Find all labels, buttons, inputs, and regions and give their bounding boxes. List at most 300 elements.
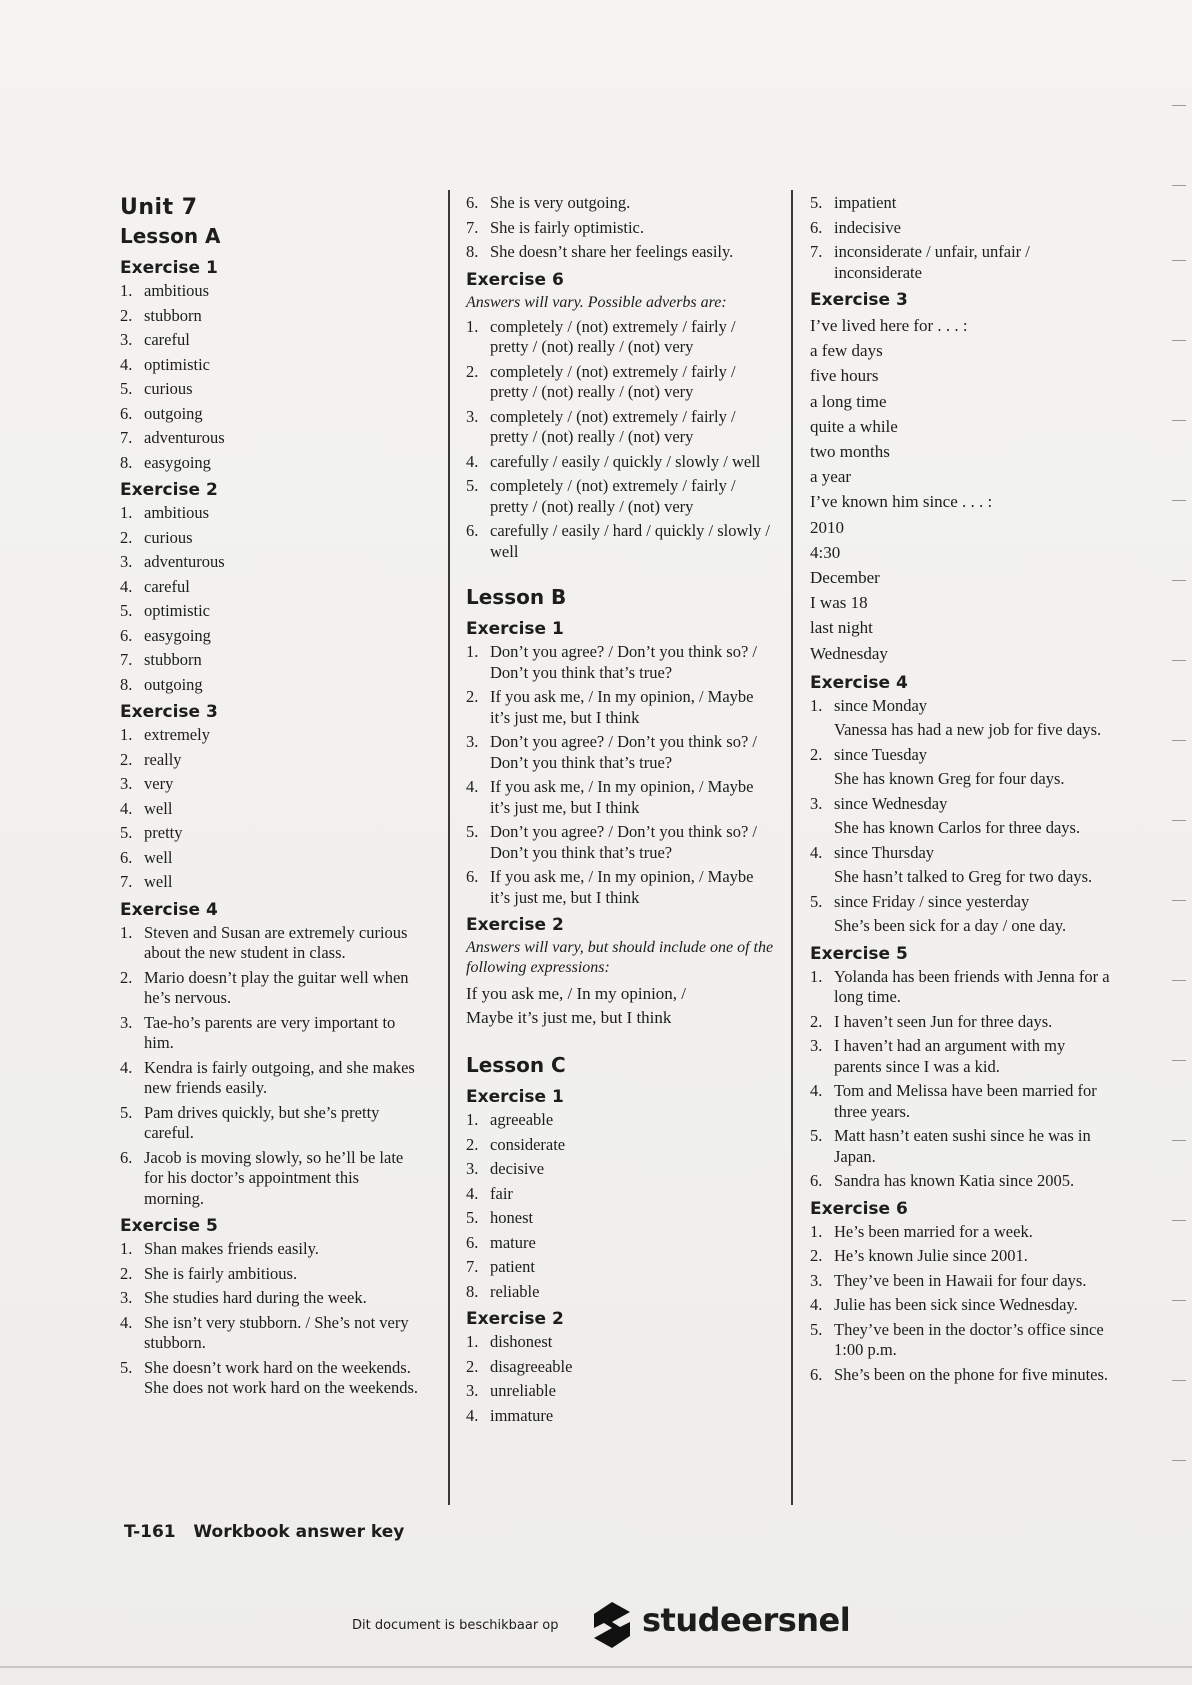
item-text: ambitious (144, 281, 210, 300)
answer-item (466, 1233, 776, 1254)
answer-item (810, 1126, 1115, 1167)
item-text: He’s known Julie since 2001. (834, 1246, 1028, 1266)
answer-item (466, 687, 776, 728)
item-text: completely / (not) extremely / fairly / pretty / (not) really / (not) very (490, 406, 736, 446)
answer-item (466, 452, 776, 473)
item-number: 2. (466, 361, 479, 381)
column-divider-1 (448, 190, 450, 1505)
answer-list-continued (810, 193, 1115, 283)
answer-text: Maybe it’s just me, but I think (466, 1008, 672, 1027)
item-text: decisive (490, 1159, 545, 1178)
answer-list (466, 317, 776, 563)
item-number: 6. (120, 1147, 133, 1167)
answer-item (810, 794, 1115, 815)
item-number: 4. (466, 1405, 479, 1425)
answer-item (120, 1358, 420, 1399)
item-text: Yolanda has been friends with Jenna for a long time. (834, 966, 1110, 1007)
item-text: Pam drives quickly, but she’s pretty careful. (144, 1102, 380, 1142)
item-number: 6. (810, 1171, 823, 1191)
answer-item (466, 1184, 776, 1205)
item-text: optimistic (144, 354, 210, 374)
answer-item (810, 1036, 1115, 1077)
item-text: completely / (not) extremely / fairly / pretty / (not) really / (not) very (490, 361, 736, 401)
item-text: Don’t you agree? / Don’t you think so? / Don’t you think that’s true? (490, 822, 758, 862)
item-text: dishonest (490, 1332, 553, 1351)
answer-item (120, 799, 420, 820)
item-text: completely / (not) extremely / fairly / pretty / (not) really / (not) very (490, 316, 736, 356)
item-text: They’ve been in Hawaii for four days. (834, 1270, 1087, 1290)
item-number: 5. (810, 1126, 823, 1146)
item-text: considerate (490, 1134, 566, 1154)
item-text: disagreeable (490, 1356, 573, 1376)
item-text: adventurous (144, 552, 225, 571)
item-number: 4. (810, 842, 823, 862)
item-number: 7. (466, 217, 479, 237)
item-number: 6. (466, 867, 479, 886)
item-text: since Friday / since yesterday (834, 891, 1030, 911)
item-text: outgoing (144, 674, 203, 694)
answer-line: a year (810, 467, 852, 487)
item-text: Shan makes friends easily. (144, 1239, 319, 1258)
item-text: If you ask me, / In my opinion, / Maybe it’s just me, but I think (490, 687, 754, 727)
item-text: inconsiderate / unfair, unfair / inconsiderate (834, 242, 1030, 282)
page-footer-label: T-161 Workbook answer key (124, 1522, 405, 1542)
answer-item (120, 306, 420, 327)
item-number: 7. (466, 1257, 479, 1276)
item-text: She is fairly optimistic. (490, 217, 644, 237)
answer-line: December (810, 568, 880, 588)
answer-item (810, 967, 1115, 1008)
answer-item (466, 362, 776, 403)
item-sentence: She hasn’t talked to Greg for two days. (834, 867, 1093, 887)
item-number: 4. (810, 1295, 823, 1315)
answer-item (466, 867, 776, 908)
exercise-heading: Exercise 4 (810, 672, 908, 693)
item-number: 5. (120, 379, 133, 398)
item-number: 6. (466, 193, 479, 212)
studeersnel-logo-icon[interactable] (590, 1600, 634, 1650)
answer-item (810, 1012, 1115, 1033)
answer-item (120, 528, 420, 549)
item-text: She’s been on the phone for five minutes. (834, 1364, 1109, 1384)
item-number: 4. (810, 1081, 823, 1101)
item-text: very (144, 774, 174, 793)
item-number: 4. (466, 777, 479, 796)
item-number: 2. (120, 749, 133, 769)
item-text: Don’t you agree? / Don’t you think so? / Don’t you think that’s true? (490, 732, 758, 772)
exercise-heading: Exercise 5 (120, 1216, 218, 1236)
item-number: 4. (120, 1057, 133, 1077)
item-text: pretty (144, 823, 183, 842)
answer-item (810, 1171, 1115, 1192)
item-text: Tae-ho’s parents are very important to him. (144, 1012, 396, 1052)
item-number: 8. (120, 452, 133, 472)
answer-item (466, 1406, 776, 1427)
answer-item (466, 777, 776, 818)
exercise-heading: Exercise 4 (120, 899, 218, 920)
answer-item (120, 577, 420, 598)
answer-line: last night (810, 618, 873, 638)
item-text: well (144, 847, 173, 867)
item-text: carefully / easily / hard / quickly / slowly / well (490, 521, 770, 561)
answer-item (120, 1013, 420, 1054)
answer-item (120, 626, 420, 647)
exercise-instructions: Answers will vary. Possible adverbs are: (466, 293, 727, 311)
answer-item (466, 1257, 776, 1278)
answer-line: I’ve lived here for . . . : (810, 316, 968, 335)
answer-item (120, 650, 420, 671)
item-sentence: She’s been sick for a day / one day. (834, 916, 1067, 936)
item-number: 1. (810, 1221, 823, 1241)
answer-item (120, 503, 420, 524)
item-number: 2. (120, 305, 133, 325)
answer-item (466, 1159, 776, 1180)
item-number: 7. (120, 650, 133, 669)
answer-item (810, 242, 1115, 283)
item-number: 2. (810, 744, 823, 764)
answer-item (810, 892, 1115, 913)
item-number: 2. (466, 1134, 479, 1154)
item-text: If you ask me, / In my opinion, / Maybe it’s just me, but I think (490, 777, 754, 817)
item-number: 5. (466, 476, 479, 495)
item-number: 1. (120, 1239, 133, 1258)
answer-line: 4:30 (810, 542, 841, 562)
item-text: She doesn’t work hard on the weekends. She does not work hard on the weekends. (144, 1357, 419, 1397)
item-text: Kendra is fairly outgoing, and she makes new friends easily. (144, 1057, 415, 1097)
item-number: 1. (466, 1332, 479, 1351)
answer-item (810, 1320, 1115, 1361)
item-text: immature (490, 1405, 554, 1425)
item-number: 7. (120, 428, 133, 447)
item-number: 1. (120, 725, 133, 744)
answer-item (810, 1295, 1115, 1316)
answer-item (120, 872, 420, 893)
item-number: 1. (466, 1110, 479, 1129)
answer-item (120, 453, 420, 474)
answer-list (810, 696, 1115, 937)
answer-item (120, 428, 420, 449)
answer-list (120, 503, 420, 695)
column-2 (466, 193, 776, 1430)
item-text: adventurous (144, 428, 225, 447)
item-number: 4. (466, 451, 479, 471)
item-number: 2. (466, 687, 479, 706)
answer-item (810, 1222, 1115, 1243)
item-text: really (144, 749, 182, 769)
item-text: easygoing (144, 452, 211, 472)
item-number: 2. (810, 1246, 823, 1266)
answer-item (466, 1135, 776, 1156)
lesson-c-heading: Lesson C (466, 1053, 566, 1077)
answer-line: quite a while (810, 416, 898, 436)
item-text: I haven’t seen Jun for three days. (834, 1011, 1053, 1031)
answer-line: two months (810, 442, 890, 462)
answer-item (466, 1332, 776, 1353)
item-text: since Tuesday (834, 744, 928, 764)
answer-item (466, 521, 776, 562)
answer-item (810, 193, 1115, 214)
answer-item (810, 1365, 1115, 1386)
answer-item (120, 675, 420, 696)
item-text: careful (144, 330, 190, 349)
item-text: completely / (not) extremely / fairly / pretty / (not) really / (not) very (490, 476, 736, 516)
item-number: 3. (466, 732, 479, 751)
answer-item (120, 1148, 420, 1210)
item-number: 3. (810, 1036, 823, 1056)
item-text: She is very outgoing. (490, 193, 631, 212)
answer-item (120, 725, 420, 746)
answer-list (120, 725, 420, 893)
item-number: 5. (810, 891, 823, 911)
answer-list (120, 1239, 420, 1399)
answer-item (120, 1103, 420, 1144)
item-text: Steven and Susan are extremely curious about the new student in class. (144, 922, 408, 962)
item-number: 5. (810, 193, 823, 212)
answer-item (120, 1288, 420, 1309)
item-text: since Wednesday (834, 793, 948, 813)
item-text: indecisive (834, 217, 901, 237)
answer-item (120, 1239, 420, 1260)
item-text: ambitious (144, 503, 210, 522)
item-text: Don’t you agree? / Don’t you think so? / Don’t you think that’s true? (490, 642, 758, 682)
item-text: stubborn (144, 650, 202, 669)
item-sentence: Vanessa has had a new job for five days. (834, 720, 1102, 740)
brand-bar (0, 1595, 1192, 1655)
item-text: since Thursday (834, 842, 935, 862)
item-number: 3. (810, 793, 823, 813)
answer-item (466, 732, 776, 773)
unit-title: Unit 7 (120, 195, 198, 220)
item-number: 6. (120, 625, 133, 645)
item-number: 7. (810, 242, 823, 261)
item-text: careful (144, 576, 190, 596)
item-number: 5. (120, 601, 133, 620)
item-text: mature (490, 1232, 536, 1252)
item-number: 2. (120, 527, 133, 547)
answer-item (810, 1081, 1115, 1122)
item-sentence: She has known Greg for four days. (834, 769, 1065, 789)
answer-item (120, 281, 420, 302)
answer-item (810, 1246, 1115, 1267)
item-number: 3. (120, 330, 133, 349)
item-number: 3. (466, 1159, 479, 1178)
item-text: fair (490, 1183, 513, 1203)
bottom-rule (0, 1666, 1192, 1668)
item-text: I haven’t had an argument with my parents since I was a kid. (834, 1036, 1066, 1076)
item-text: agreeable (490, 1110, 554, 1129)
item-number: 4. (120, 576, 133, 596)
item-text: She studies hard during the week. (144, 1288, 367, 1307)
answer-item (810, 1271, 1115, 1292)
item-text: Matt hasn’t eaten sushi since he was in Japan. (834, 1126, 1091, 1166)
item-number: 5. (810, 1319, 823, 1339)
item-text: outgoing (144, 403, 203, 423)
column-3 (810, 193, 1115, 1389)
answer-item (466, 1208, 776, 1229)
answer-item (466, 218, 776, 239)
answer-item (120, 1313, 420, 1354)
exercise-heading: Exercise 2 (466, 915, 564, 935)
answer-item (120, 552, 420, 573)
item-text: impatient (834, 193, 897, 212)
item-text: He’s been married for a week. (834, 1221, 1033, 1241)
answer-list-continued (466, 193, 776, 263)
item-number: 3. (120, 552, 133, 571)
item-text: carefully / easily / quickly / slowly / well (490, 451, 761, 471)
answer-list (120, 923, 420, 1210)
item-number: 5. (120, 1357, 133, 1377)
item-number: 4. (120, 354, 133, 374)
item-text: If you ask me, / In my opinion, / Maybe it’s just me, but I think (490, 867, 754, 907)
exercise-heading: Exercise 5 (810, 943, 908, 964)
item-text: curious (144, 379, 193, 398)
exercise-instructions: Answers will vary, but should include one of the following expressions: (466, 939, 774, 976)
item-number: 3. (810, 1270, 823, 1290)
answer-item (120, 404, 420, 425)
item-number: 5. (466, 1208, 479, 1227)
exercise-heading: Exercise 1 (120, 258, 218, 278)
item-text: Tom and Melissa have been married for three years. (834, 1081, 1097, 1121)
answer-item (120, 1264, 420, 1285)
item-text: Sandra has known Katia since 2005. (834, 1171, 1075, 1191)
item-text: easygoing (144, 625, 211, 645)
item-number: 8. (466, 242, 479, 261)
item-number: 4. (120, 1312, 133, 1332)
item-number: 4. (466, 1183, 479, 1203)
exercise-heading: Exercise 6 (810, 1198, 908, 1219)
item-number: 6. (466, 521, 479, 540)
answer-item (810, 696, 1115, 717)
exercise-heading: Exercise 6 (466, 269, 564, 290)
item-number: 1. (120, 503, 133, 522)
item-text: stubborn (144, 305, 202, 325)
item-number: 2. (120, 1263, 133, 1283)
item-text: since Monday (834, 695, 928, 715)
item-number: 8. (466, 1281, 479, 1301)
answer-line: five hours (810, 366, 879, 386)
answer-list (810, 1222, 1115, 1386)
answer-item (120, 601, 420, 622)
item-number: 2. (466, 1356, 479, 1376)
item-number: 3. (466, 1381, 479, 1400)
item-text: well (144, 872, 173, 891)
item-number: 6. (810, 1364, 823, 1384)
answer-item (466, 1357, 776, 1378)
item-number: 6. (466, 1232, 479, 1252)
item-text: They’ve been in the doctor’s office since 1:00 p.m. (834, 1319, 1104, 1360)
item-text: reliable (490, 1281, 540, 1301)
answer-list (466, 642, 776, 908)
exercise-heading: Exercise 3 (120, 702, 218, 722)
answer-item (810, 218, 1115, 239)
answer-item (120, 750, 420, 771)
item-text: She isn’t very stubborn. / She’s not very stubborn. (144, 1312, 409, 1352)
answer-item (466, 317, 776, 358)
answer-item (120, 968, 420, 1009)
answer-text: If you ask me, / In my opinion, / (466, 984, 687, 1003)
answer-item (810, 745, 1115, 766)
item-text: Julie has been sick since Wednesday. (834, 1295, 1078, 1315)
answer-item (466, 407, 776, 448)
exercise-heading: Exercise 2 (120, 480, 218, 500)
item-number: 7. (120, 872, 133, 891)
item-number: 1. (810, 695, 823, 715)
item-number: 2. (120, 967, 133, 987)
item-number: 2. (810, 1011, 823, 1031)
answer-line: a long time (810, 391, 887, 411)
item-number: 4. (120, 798, 133, 818)
item-text: She is fairly ambitious. (144, 1263, 298, 1283)
item-number: 6. (120, 847, 133, 867)
column-1 (120, 195, 420, 1403)
answer-item (466, 476, 776, 517)
answer-list (810, 967, 1115, 1192)
item-number: 8. (120, 674, 133, 694)
answer-item (120, 848, 420, 869)
answer-item (466, 1110, 776, 1131)
answer-line: a few days (810, 341, 883, 361)
item-text: extremely (144, 725, 210, 744)
exercise-heading: Exercise 1 (466, 619, 564, 639)
answer-item (120, 923, 420, 964)
answer-item (120, 355, 420, 376)
item-number: 1. (810, 966, 823, 986)
item-number: 3. (120, 1012, 133, 1032)
item-text: patient (490, 1257, 535, 1276)
answer-item (120, 823, 420, 844)
item-number: 1. (120, 922, 133, 942)
answer-item (120, 379, 420, 400)
item-number: 3. (466, 406, 479, 426)
item-text: unreliable (490, 1381, 556, 1400)
answer-item (466, 1381, 776, 1402)
item-number: 6. (810, 217, 823, 237)
item-number: 5. (120, 823, 133, 842)
exercise-heading: Exercise 2 (466, 1309, 564, 1329)
availability-text: Dit document is beschikbaar op (352, 1618, 559, 1633)
item-number: 1. (466, 642, 479, 661)
answer-list (466, 1110, 776, 1302)
answer-line: Wednesday (810, 643, 888, 663)
item-number: 3. (120, 1288, 133, 1307)
item-text: Mario doesn’t play the guitar well when he’s nervous. (144, 967, 409, 1007)
answer-item (466, 1282, 776, 1303)
item-text: optimistic (144, 601, 210, 620)
item-text: Jacob is moving slowly, so he’ll be late for his doctor’s appointment this morning. (144, 1147, 404, 1208)
item-number: 1. (120, 281, 133, 300)
answer-item (466, 822, 776, 863)
item-text: curious (144, 527, 193, 547)
answer-item (120, 774, 420, 795)
item-number: 3. (120, 774, 133, 793)
item-number: 5. (120, 1102, 133, 1122)
column-divider-2 (791, 190, 793, 1505)
item-sentence: She has known Carlos for three days. (834, 818, 1081, 838)
answer-item (120, 1058, 420, 1099)
answer-item (810, 843, 1115, 864)
answer-lines (810, 313, 1115, 666)
answer-item (466, 242, 776, 263)
item-number: 5. (466, 822, 479, 841)
answer-item (466, 642, 776, 683)
item-text: well (144, 798, 173, 818)
answer-list (120, 281, 420, 473)
answer-line: 2010 (810, 517, 844, 537)
exercise-heading: Exercise 1 (466, 1087, 564, 1107)
exercise-heading: Exercise 3 (810, 290, 908, 310)
answer-line: I’ve known him since . . . : (810, 492, 993, 512)
brand-name[interactable]: studeersnel (642, 1601, 851, 1639)
